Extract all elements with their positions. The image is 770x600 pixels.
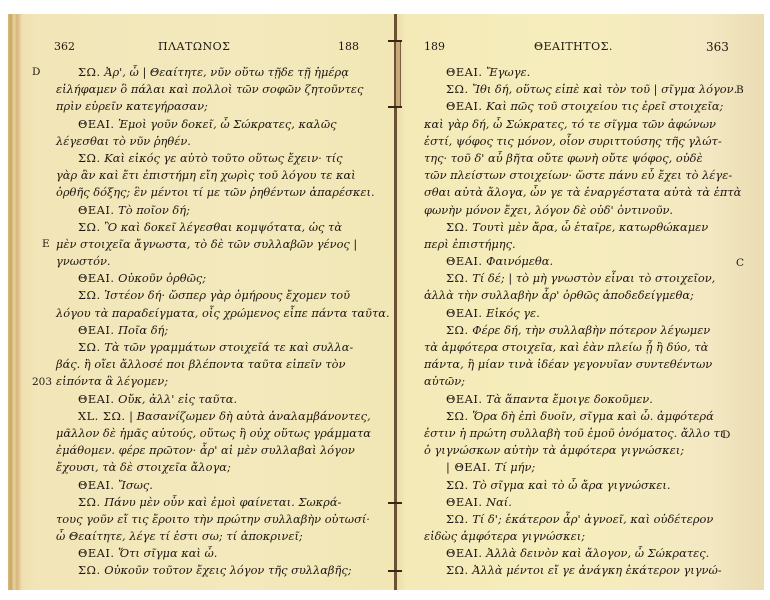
page-number-right: 363 — [706, 40, 729, 54]
text-line — [56, 494, 386, 511]
text-line — [424, 236, 742, 253]
margin-mark-c: C — [736, 257, 745, 269]
text-line — [56, 64, 386, 81]
line-text: εἰπόντα ἃ λέγομεν; — [56, 374, 169, 389]
speaker-label: ΣΩ. — [78, 340, 101, 354]
text-line — [424, 287, 742, 304]
line-text: Τὰ τῶν γραμμάτων στοιχεῖά τε καὶ συλλα- — [104, 340, 354, 354]
speaker-label: ΘΕΑΙ. — [78, 477, 115, 492]
text-line — [424, 494, 742, 511]
speaker-label: ΣΩ. — [78, 150, 101, 165]
text-line — [56, 133, 386, 150]
stephanus-page-left: 188 — [338, 40, 359, 53]
text-line — [56, 253, 386, 270]
speaker-label: ΣΩ. — [78, 65, 101, 79]
margin-mark-d: D — [32, 66, 41, 78]
text-line — [424, 98, 742, 115]
speaker-label: ΘΕΑΙ. — [78, 546, 115, 561]
line-text: λόγου τὰ παραδείγματα, οἷς χρώμενος εἶπε πάντα ταῦτα. — [56, 305, 390, 320]
line-text: Τὰ ἅπαντα ἔμοιγε δοκοῦμεν. — [486, 391, 653, 406]
line-text: τους γοῦν εἴ τις ἔροιτο τὴν πρώτην συλλαβὴν οὑτωσί· — [56, 511, 370, 526]
text-line — [56, 425, 386, 442]
line-text: Ἐμοὶ γοῦν δοκεῖ, ὦ Σώκρατες, καλῶς — [118, 116, 337, 131]
line-text: Ὅρα δὴ ἐπὶ δυοῖν, σῖγμα καὶ ὦ. ἀμφότερά — [472, 408, 714, 423]
speaker-label: ΘΕΑΙ. — [446, 99, 483, 114]
running-head-right: ΘΕΑΙΤΗΤΟΣ. — [534, 40, 613, 53]
text-line — [56, 339, 386, 356]
text-line — [56, 528, 386, 545]
spine-tear — [396, 40, 401, 106]
line-text: ἐστιν ἡ πρώτη συλλαβὴ τοῦ ἐμοῦ ὀνόματος. ἄλλο τι — [424, 425, 725, 440]
text-line — [424, 477, 742, 494]
text-line — [424, 528, 742, 545]
text-line — [424, 81, 742, 98]
text-line — [56, 373, 386, 390]
line-text: | Βασανίζωμεν δὴ αὐτὰ ἀναλαμβάνοντες, — [129, 408, 371, 423]
text-line — [424, 391, 742, 408]
text-line — [56, 167, 386, 184]
line-text: μὲν στοιχεῖα ἄγνωστα, τὸ δὲ τῶν συλλαβῶν γένος | — [56, 236, 358, 251]
speaker-label: ΣΩ. — [446, 322, 469, 337]
text-line — [424, 116, 742, 133]
line-text: Φέρε δή, τὴν συλλαβὴν πότερον λέγωμεν — [472, 322, 711, 337]
speaker-label: ΣΩ. — [78, 563, 101, 578]
speaker-label: ΘΕΑΙ. — [446, 254, 483, 269]
text-line — [424, 270, 742, 287]
text-line — [56, 545, 386, 562]
text-line — [56, 202, 386, 219]
text-line — [424, 64, 742, 81]
text-line — [56, 236, 386, 253]
line-text: Φαινόμεθα. — [486, 254, 554, 269]
line-text: Εἰκός γε. — [486, 305, 540, 320]
running-head-left: ΠΛΑΤΩΝΟΣ — [158, 40, 231, 53]
text-line — [424, 184, 742, 201]
text-line — [56, 116, 386, 133]
text-line — [424, 356, 742, 373]
line-text: τῶν πλείστων στοιχείων· ὥστε πάνυ εὖ ἔχει τὸ λέγε- — [424, 168, 733, 183]
speaker-label: ΘΕΑΙ. — [446, 305, 483, 320]
text-line — [56, 270, 386, 287]
line-text: Ὃ καὶ δοκεῖ λέγεσθαι κομψότατα, ὡς τὰ — [104, 219, 343, 234]
speaker-label: ΘΕΑΙ. — [446, 494, 483, 509]
margin-mark-203: 203 — [32, 376, 53, 388]
text-line — [56, 98, 386, 115]
text-line — [424, 339, 742, 356]
line-text: Καὶ εἰκός γε αὐτὸ τοῦτο οὕτως ἔχειν· τίς — [104, 150, 343, 165]
open-book — [8, 14, 764, 590]
line-text: μᾶλλον δὲ ἡμᾶς αὐτούς, οὕτως ἢ οὐχ οὕτως γράμματα — [56, 425, 371, 440]
speaker-label: ΘΕΑΙ. — [446, 391, 483, 406]
stitch — [388, 502, 402, 504]
line-text: ὀρθῆς δόξης; ἓν μέντοι τί με τῶν ῥηθέντων ἀπαρέσκει. — [56, 185, 375, 200]
text-line — [56, 511, 386, 528]
text-line — [56, 150, 386, 167]
speaker-label: ΘΕΑΙ. — [78, 271, 115, 286]
line-text: φωνὴν μόνον ἔχει, λόγον δὲ οὐδ' ὁντινοῦν. — [424, 202, 674, 217]
line-text: ἔχουσι, τὰ δὲ στοιχεῖα ἄλογα; — [56, 460, 231, 475]
speaker-label: ΣΩ. — [446, 477, 469, 492]
text-line — [56, 305, 390, 322]
line-text: εἰδὼς ἀμφότερα γιγνώσκει; — [424, 529, 586, 544]
text-line — [56, 477, 386, 494]
speaker-label: ΣΩ. — [78, 288, 101, 303]
text-line — [424, 442, 742, 459]
line-text: εἰλήφαμεν ὃ πάλαι καὶ πολλοὶ τῶν σοφῶν ζητοῦντες — [56, 82, 364, 97]
speaker-label: ΘΕΑΙ. — [446, 65, 483, 79]
stitch — [388, 106, 402, 108]
speaker-label: ΣΩ. — [78, 494, 101, 509]
text-line — [424, 202, 742, 219]
line-text: Ναί. — [486, 494, 512, 509]
left-page-text — [56, 64, 390, 580]
speaker-label: ΣΩ. — [446, 82, 469, 97]
text-line — [56, 391, 386, 408]
line-text: Ἰστέον δή· ὥσπερ γὰρ ὁμήρους ἔχομεν τοῦ — [104, 288, 351, 303]
line-text: Ἴθι δή, οὕτως εἰπὲ καὶ τὸν τοῦ | σῖγμα λόγον. — [472, 82, 738, 97]
text-line — [424, 133, 742, 150]
line-text: Τουτὶ μὲν ἄρα, ὦ ἑταῖρε, κατωρθώκαμεν — [472, 219, 709, 234]
stitch — [388, 40, 402, 42]
text-line — [56, 184, 386, 201]
text-line — [424, 150, 742, 167]
speaker-label: ΘΕΑΙ. — [78, 391, 115, 406]
text-line — [56, 408, 386, 425]
speaker-label: ΣΩ. — [446, 511, 469, 526]
text-line — [424, 253, 745, 270]
line-text: Ὅτι σῖγμα καὶ ὦ. — [118, 546, 218, 561]
line-text: Τί δ'; ἑκάτερον ἆρ' ἀγνοεῖ, καὶ οὐδέτερον — [472, 511, 714, 526]
line-text: πάντα, ἢ μίαν τινὰ ἰδέαν γεγονυῖαν συντεθέντων — [424, 357, 713, 372]
line-text: Πάνυ μὲν οὖν καὶ ἐμοὶ φαίνεται. Σωκρά- — [104, 494, 342, 509]
text-line — [424, 167, 742, 184]
line-text: ὦ Θεαίτητε, λέγε τί ἐστι σω; τί ἀποκρινεῖ; — [56, 529, 303, 544]
line-text: γνωστόν. — [56, 254, 111, 269]
line-text: λέγεσθαι τὸ νῦν ῥηθέν. — [56, 133, 191, 148]
text-line — [56, 459, 386, 476]
right-page — [396, 14, 764, 590]
speaker-label: ΣΩ. — [446, 219, 469, 234]
speaker-label: ΣΩ. — [446, 408, 469, 423]
line-text: Οὔκ, ἀλλ' εἰς ταῦτα. — [118, 391, 238, 406]
line-text: Ἀρ', ὦ | Θεαίτητε, νῦν οὕτω τῇδε τῇ ἡμέρᾳ — [104, 65, 349, 79]
line-text: βάς. ἢ οἴει ἄλλοσέ ποι βλέποντα ταῦτα εἰπεῖν τὸν — [56, 357, 346, 372]
text-line — [424, 545, 742, 562]
speaker-label: XL. ΣΩ. — [78, 408, 126, 423]
speaker-label: ΘΕΑΙ. — [78, 202, 115, 217]
text-line — [56, 322, 386, 339]
text-line — [424, 511, 742, 528]
line-text: σθαι αὐτὰ ἄλογα, ὧν γε τὰ ἐναργέστατα αὐτὰ τὰ ἑπτὰ — [424, 185, 742, 200]
text-line — [424, 425, 742, 442]
line-text: Ἔγωγε. — [486, 65, 531, 79]
line-text: Ἴσως. — [118, 477, 153, 492]
text-line — [424, 408, 742, 425]
speaker-label: ΘΕΑΙ. — [78, 116, 115, 131]
line-text: Οὐκοῦν τοῦτον ἔχεις λόγον τῆς συλλαβῆς; — [104, 563, 352, 578]
line-text: αὐτῶν; — [424, 374, 465, 389]
stephanus-page-right: 189 — [424, 40, 445, 53]
line-text: Οὐκοῦν ὀρθῶς; — [118, 271, 207, 286]
text-line — [56, 287, 386, 304]
line-text: ἐμάθομεν. φέρε πρῶτον· ἆρ' αἱ μὲν συλλαβαὶ λόγον — [56, 443, 355, 458]
line-text: Τὸ ποῖον δή; — [118, 202, 190, 217]
line-text: πρὶν εὑρεῖν κατεγήρασαν; — [56, 99, 208, 114]
text-line — [424, 322, 742, 339]
line-text: περὶ ἐπιστήμης. — [424, 236, 516, 251]
line-text: Τὸ σῖγμα καὶ τὸ ὦ ἄρα γιγνώσκει. — [472, 477, 671, 492]
left-page — [8, 14, 396, 590]
line-text: γὰρ ἂν καὶ ἔτι ἐπιστήμη εἴη χωρὶς τοῦ λόγου τε καὶ — [56, 168, 356, 183]
right-page-text — [424, 64, 745, 580]
line-text: ἐστί, ψόφος τις μόνον, οἷον συριττούσης τῆς γλώτ- — [424, 133, 722, 148]
margin-mark-e: E — [42, 238, 50, 250]
text-line — [56, 81, 386, 98]
line-text: Ποῖα δή; — [118, 322, 169, 337]
speaker-label: ΣΩ. — [78, 219, 101, 234]
text-line — [424, 459, 742, 476]
line-text: Ἀλλὰ δεινὸν καὶ ἄλογον, ὦ Σώκρατες. — [486, 546, 710, 561]
line-text: Καὶ πῶς τοῦ στοιχείου τις ἐρεῖ στοιχεῖα; — [486, 99, 724, 114]
line-text: καὶ γὰρ δή, ὦ Σώκρατες, τό τε σῖγμα τῶν ἀφώνων — [424, 116, 716, 131]
speaker-label: | ΘΕΑΙ. — [446, 460, 491, 475]
text-line — [56, 562, 386, 579]
speaker-label: ΘΕΑΙ. — [446, 546, 483, 561]
line-text: ἀλλὰ τὴν συλλαβὴν ἆρ' ὀρθῶς ἀποδεδείγμεθα; — [424, 288, 694, 303]
speaker-label: ΘΕΑΙ. — [78, 322, 115, 337]
text-line — [424, 562, 742, 579]
speaker-label: ΣΩ. — [446, 563, 469, 578]
line-text: Τί δέ; | τὸ μὴ γνωστὸν εἶναι τὸ στοιχεῖον, — [472, 271, 716, 286]
speaker-label: ΣΩ. — [446, 271, 469, 286]
text-line — [424, 305, 742, 322]
stitch — [388, 570, 402, 572]
text-line — [56, 356, 386, 373]
line-text: Ἀλλὰ μέντοι εἴ γε ἀνάγκη ἑκάτερον γιγνώ- — [472, 563, 722, 578]
text-line — [424, 373, 742, 390]
page-number-left: 362 — [54, 40, 75, 53]
margin-mark-d-right: D — [722, 429, 731, 441]
line-text: τὰ ἀμφότερα στοιχεῖα, καὶ ἐὰν πλείω ᾖ ἢ δύο, τὰ — [424, 340, 709, 354]
margin-mark-b: B — [736, 84, 744, 96]
text-line — [56, 219, 386, 236]
line-text: ὁ γιγνώσκων αὐτὴν τὰ ἀμφότερα γιγνώσκει; — [424, 443, 685, 458]
text-line — [56, 442, 386, 459]
text-line — [424, 219, 742, 236]
line-text: της· τοῦ δ' αὖ βῆτα οὔτε φωνὴ οὔτε ψόφος, οὐδὲ — [424, 150, 703, 165]
line-text: Τί μήν; — [494, 460, 536, 475]
